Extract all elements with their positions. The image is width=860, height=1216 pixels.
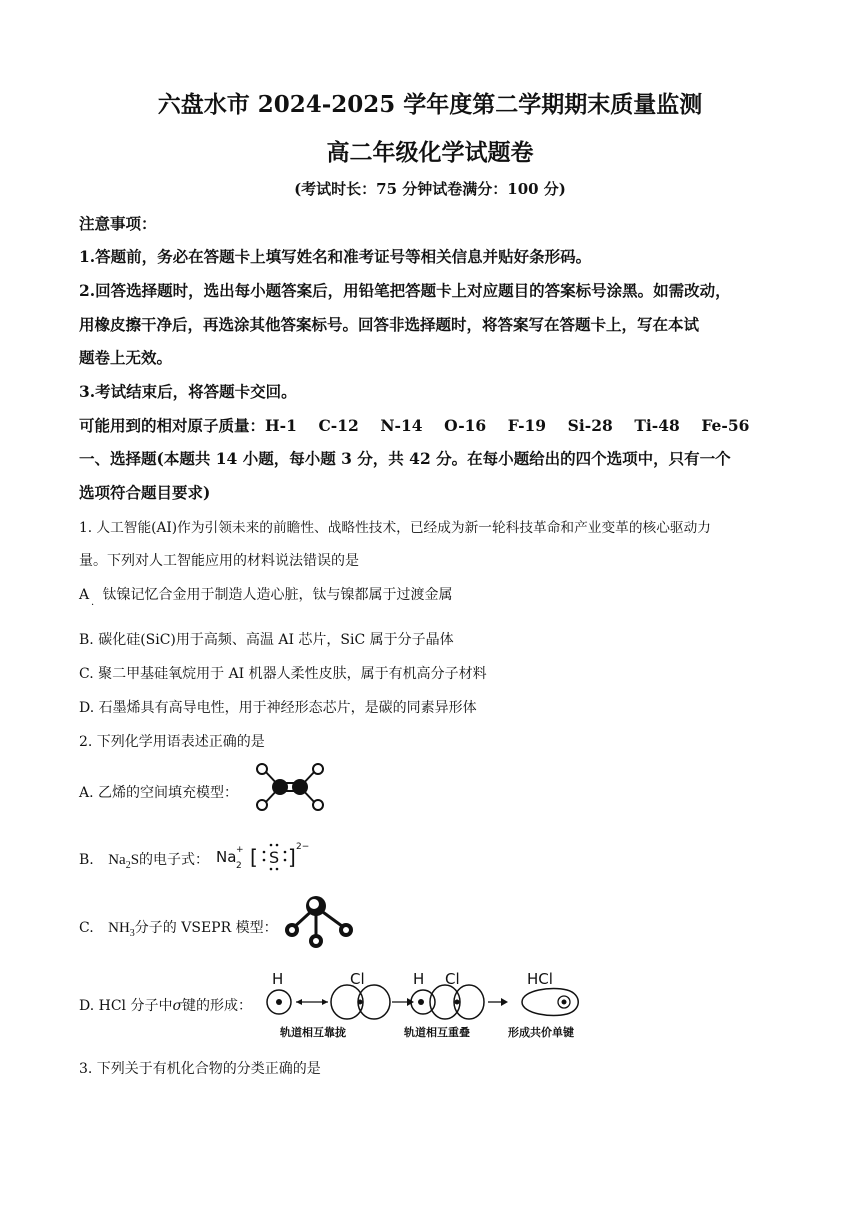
na-symbol: Na	[216, 848, 237, 866]
notice-item-2-line2: 用橡皮擦干净后，再选涂其他答案标号。回答非选择题时，将答案写在答题卡上，写在本试	[79, 315, 700, 334]
notice-item-3: 3.考试结束后，将答题卡交回。	[79, 382, 297, 401]
cl-label-1: Cl	[350, 970, 365, 988]
exam-info: (考试时长：75 分钟试卷满分：100 分)	[294, 180, 566, 198]
notice-heading: 注意事项：	[79, 214, 157, 233]
na2s-na: Na	[108, 852, 126, 868]
q2-option-d-text2: 键的形成：	[182, 998, 253, 1014]
h-label-2: H	[413, 970, 425, 988]
hcl-label: HCl	[527, 970, 553, 988]
step3-caption: 形成共价单键	[508, 1026, 574, 1039]
sigma-symbol: σ	[172, 998, 183, 1014]
q1-option-d: D. 石墨烯具有高导电性，用于神经形态芯片，是碳的同素异形体	[79, 700, 477, 716]
q2-option-b-text: 的电子式：	[139, 852, 210, 868]
cl-label-2: Cl	[445, 970, 460, 988]
q2-option-b-prefix: B.	[79, 852, 94, 868]
left-bracket: [	[250, 845, 258, 869]
na-charge: +	[236, 845, 244, 855]
section1-heading-line1: 一、选择题(本题共 14 小题，每小题 3 分，共 42 分。在每小题给出的四个选项中，只有一个	[79, 449, 731, 468]
q1-stem-line2: 量。下列对人工智能应用的材料说法错误的是	[79, 553, 359, 569]
nh3-n: NH	[108, 920, 130, 936]
nh3-vsepr-model-figure	[278, 893, 360, 951]
q2-option-a: A. 乙烯的空间填充模型：	[79, 785, 239, 801]
na2s-sub: 2	[125, 860, 131, 871]
q2-option-c-text: 分子的 VSEPR 模型：	[134, 920, 278, 936]
s-symbol: S	[269, 848, 280, 867]
q2-option-d	[79, 995, 252, 1015]
exam-title: 六盘水市 2024-2025 学年度第二学期期末质量监测	[157, 91, 703, 118]
q2-option-c	[79, 917, 278, 939]
nh3-formula	[108, 920, 135, 939]
q2-option-c-prefix: C.	[79, 920, 94, 936]
right-bracket: ]	[288, 845, 296, 869]
step2-caption: 轨道相互重叠	[404, 1026, 470, 1039]
dot-mark: ·	[91, 600, 95, 611]
q1-option-a: A 钛镍记忆合金用于制造人造心脏，钛与镍都属于过渡金属	[79, 587, 453, 603]
notice-item-2-line3: 题卷上无效。	[79, 348, 173, 367]
hcl-sigma-bond-diagram	[262, 966, 602, 1042]
exam-subject-title: 高二年级化学试题卷	[326, 139, 534, 166]
h-label-1: H	[272, 970, 284, 988]
na2s-formula	[108, 852, 140, 871]
nh3-sub: 3	[129, 928, 135, 939]
step1-caption: 轨道相互靠拢	[280, 1026, 346, 1039]
q2-option-b	[79, 849, 209, 871]
notice-item-1: 1.答题前，务必在答题卡上填写姓名和准考证号等相关信息并贴好条形码。	[79, 247, 592, 266]
ethylene-model-figure	[250, 762, 330, 812]
na2s-electron-formula	[214, 836, 314, 876]
na2s-s: S	[130, 852, 140, 868]
q2-stem: 2. 下列化学用语表述正确的是	[79, 734, 265, 750]
section1-heading-line2: 选项符合题目要求)	[79, 483, 211, 502]
notice-item-2-line1: 2.回答选择题时，选出每小题答案后，用铅笔把答题卡上对应题目的答案标号涂黑。如需改动，	[79, 281, 731, 300]
s-charge: 2−	[296, 842, 310, 852]
na-count: 2	[236, 861, 242, 871]
q1-stem-line1: 1. 人工智能(AI)作为引领未来的前瞻性、战略性技术，已经成为新一轮科技革命和产业变革的核心驱动力	[79, 520, 711, 536]
q3-stem: 3. 下列关于有机化合物的分类正确的是	[79, 1061, 321, 1077]
q1-option-c: C. 聚二甲基硅氧烷用于 AI 机器人柔性皮肤，属于有机高分子材料	[79, 666, 487, 682]
q1-option-b: B. 碳化硅(SiC)用于高频、高温 AI 芯片，SiC 属于分子晶体	[79, 632, 454, 648]
atomic-masses: 可能用到的相对原子质量：H-1 C-12 N-14 O-16 F-19 Si-28 Ti-48 Fe-56	[79, 416, 750, 435]
q2-option-d-text: D. HCl 分子中	[79, 998, 173, 1014]
